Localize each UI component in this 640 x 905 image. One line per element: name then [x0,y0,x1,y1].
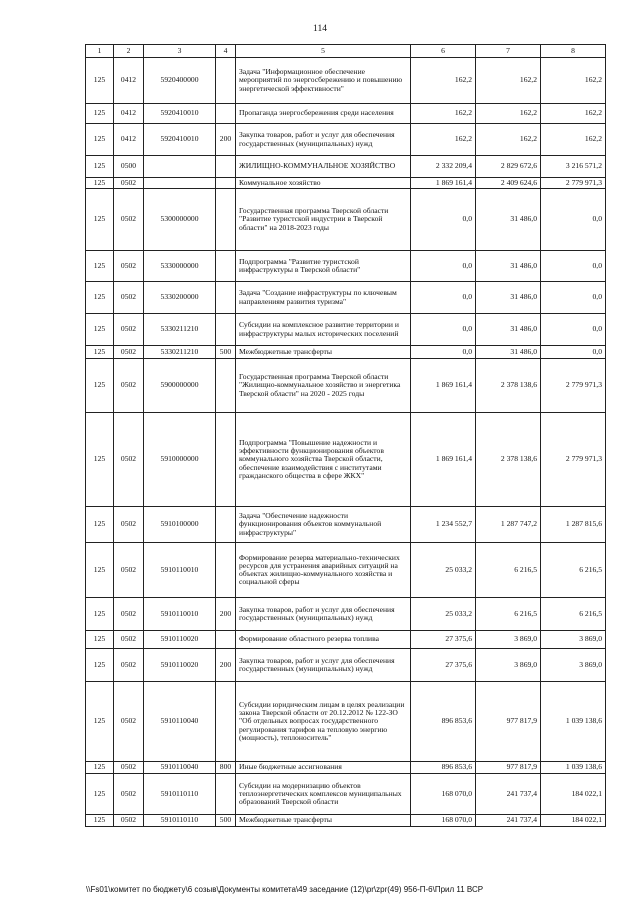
cell-c2: 0502 [114,774,144,815]
cell-c4: 500 [216,815,236,827]
cell-c7: 6 216,5 [476,598,541,631]
cell-c4 [216,543,236,598]
column-header: 1 [86,45,114,58]
table-row [86,598,606,631]
cell-c1: 125 [86,104,114,124]
column-header: 8 [541,45,606,58]
cell-c6: 168 070,0 [411,815,476,827]
cell-c4: 500 [216,346,236,359]
cell-c8: 0,0 [541,251,606,282]
cell-c6: 0,0 [411,251,476,282]
cell-c8: 0,0 [541,282,606,314]
cell-c4 [216,359,236,413]
cell-c4: 200 [216,124,236,156]
cell-c8: 162,2 [541,104,606,124]
cell-c2: 0502 [114,282,144,314]
cell-c5: ЖИЛИЩНО-КОММУНАЛЬНОЕ ХОЗЯЙСТВО [236,156,411,178]
cell-c3: 5330000000 [144,251,216,282]
column-header: 4 [216,45,236,58]
cell-c8: 3 869,0 [541,631,606,649]
cell-c8: 6 216,5 [541,598,606,631]
cell-c3: 5330200000 [144,282,216,314]
cell-c6: 27 375,6 [411,649,476,682]
cell-c8: 2 779 971,3 [541,413,606,507]
cell-c1: 125 [86,282,114,314]
cell-c6: 0,0 [411,346,476,359]
cell-c7: 977 817,9 [476,682,541,762]
cell-c7: 2 829 672,6 [476,156,541,178]
cell-c7: 162,2 [476,58,541,104]
cell-c3: 5920410010 [144,124,216,156]
cell-c1: 125 [86,346,114,359]
cell-c2: 0502 [114,359,144,413]
cell-c7: 31 486,0 [476,282,541,314]
cell-c5: Межбюджетные трансферты [236,815,411,827]
cell-c3 [144,156,216,178]
column-header: 6 [411,45,476,58]
cell-c8: 184 022,1 [541,774,606,815]
cell-c4 [216,178,236,189]
table-row [86,346,606,359]
cell-c2: 0502 [114,649,144,682]
cell-c4 [216,631,236,649]
cell-c8: 2 779 971,3 [541,359,606,413]
cell-c6: 162,2 [411,58,476,104]
table-row [86,178,606,189]
table-row [86,282,606,314]
cell-c4: 800 [216,762,236,774]
cell-c4 [216,189,236,251]
cell-c6: 1 869 161,4 [411,413,476,507]
cell-c5: Государственная программа Тверской области "Жилищно-коммунальное хозяйство и энергетика Тверской области" на 2020 - 2025 годы [236,359,411,413]
cell-c7: 241 737,4 [476,815,541,827]
cell-c3: 5910100000 [144,507,216,543]
table-body [86,58,606,827]
cell-c4 [216,58,236,104]
cell-c5: Задача "Информационное обеспечение мероприятий по энергосбережению и повышению энергетической эффективности" [236,58,411,104]
cell-c7: 162,2 [476,104,541,124]
header-row [86,45,606,58]
cell-c7: 31 486,0 [476,314,541,346]
cell-c7: 1 287 747,2 [476,507,541,543]
cell-c1: 125 [86,543,114,598]
cell-c4: 200 [216,598,236,631]
cell-c2: 0502 [114,682,144,762]
cell-c1: 125 [86,58,114,104]
cell-c6: 25 033,2 [411,598,476,631]
cell-c3: 5920410010 [144,104,216,124]
cell-c4 [216,104,236,124]
cell-c2: 0502 [114,598,144,631]
cell-c4 [216,314,236,346]
cell-c4 [216,413,236,507]
page-number: 114 [313,24,327,34]
cell-c4 [216,682,236,762]
cell-c3: 5910000000 [144,413,216,507]
cell-c6: 0,0 [411,189,476,251]
cell-c1: 125 [86,359,114,413]
cell-c3: 5910110040 [144,762,216,774]
cell-c1: 125 [86,507,114,543]
column-header: 3 [144,45,216,58]
cell-c6: 1 869 161,4 [411,359,476,413]
cell-c1: 125 [86,413,114,507]
cell-c6: 0,0 [411,282,476,314]
cell-c2: 0502 [114,346,144,359]
cell-c2: 0412 [114,104,144,124]
cell-c6: 1 234 552,7 [411,507,476,543]
cell-c6: 25 033,2 [411,543,476,598]
cell-c6: 896 853,6 [411,682,476,762]
table-row [86,815,606,827]
cell-c2: 0412 [114,124,144,156]
table-row [86,359,606,413]
cell-c5: Субсидии юридическим лицам в целях реализации закона Тверской области от 20.12.2012 № 122-ЗО "Об отдельных вопросах государственного регулирования тарифов на тепловую энергию (мощность), теплоноситель" [236,682,411,762]
cell-c2: 0502 [114,314,144,346]
cell-c3: 5910110110 [144,774,216,815]
cell-c7: 3 869,0 [476,631,541,649]
cell-c3: 5910110110 [144,815,216,827]
cell-c8: 3 216 571,2 [541,156,606,178]
cell-c5: Субсидии на комплексное развитие территории и инфраструктуры малых исторических поселений [236,314,411,346]
cell-c5: Задача "Создание инфраструктуры по ключевым направлениям развития туризма" [236,282,411,314]
table-row [86,189,606,251]
cell-c5: Формирование областного резерва топлива [236,631,411,649]
cell-c1: 125 [86,178,114,189]
cell-c8: 0,0 [541,346,606,359]
cell-c7: 162,2 [476,124,541,156]
cell-c8: 1 039 138,6 [541,682,606,762]
cell-c2: 0502 [114,189,144,251]
table-row [86,543,606,598]
cell-c1: 125 [86,682,114,762]
cell-c3: 5910110040 [144,682,216,762]
cell-c5: Пропаганда энергосбережения среди населения [236,104,411,124]
cell-c8: 1 287 815,6 [541,507,606,543]
cell-c7: 2 378 138,6 [476,413,541,507]
cell-c4 [216,156,236,178]
cell-c1: 125 [86,124,114,156]
cell-c2: 0502 [114,631,144,649]
cell-c3: 5910110020 [144,649,216,682]
cell-c6: 168 070,0 [411,774,476,815]
cell-c2: 0412 [114,58,144,104]
cell-c8: 184 022,1 [541,815,606,827]
cell-c1: 125 [86,815,114,827]
cell-c6: 0,0 [411,314,476,346]
column-header: 7 [476,45,541,58]
cell-c4 [216,251,236,282]
cell-c5: Субсидии на модернизацию объектов теплоэнергетических комплексов муниципальных образований Тверской области [236,774,411,815]
cell-c5: Закупка товаров, работ и услуг для обеспечения государственных (муниципальных) нужд [236,649,411,682]
cell-c2: 0502 [114,815,144,827]
cell-c1: 125 [86,762,114,774]
table-row [86,314,606,346]
cell-c7: 2 409 624,6 [476,178,541,189]
cell-c1: 125 [86,156,114,178]
cell-c2: 0500 [114,156,144,178]
cell-c1: 125 [86,189,114,251]
cell-c1: 125 [86,251,114,282]
cell-c4 [216,774,236,815]
cell-c3: 5330211210 [144,314,216,346]
cell-c8: 1 039 138,6 [541,762,606,774]
cell-c1: 125 [86,598,114,631]
table-row [86,631,606,649]
cell-c1: 125 [86,774,114,815]
cell-c7: 241 737,4 [476,774,541,815]
cell-c3: 5910110020 [144,631,216,649]
cell-c5: Формирование резерва материально-технических ресурсов для устранения аварийных ситуаций на объектах жилищно-коммунального хозяйства и социальной сферы [236,543,411,598]
cell-c2: 0502 [114,507,144,543]
cell-c3: 5910110010 [144,598,216,631]
table-row [86,58,606,104]
cell-c5: Иные бюджетные ассигнования [236,762,411,774]
cell-c6: 1 869 161,4 [411,178,476,189]
cell-c5: Межбюджетные трансферты [236,346,411,359]
cell-c8: 0,0 [541,314,606,346]
cell-c5: Государственная программа Тверской области "Развитие туристской индустрии в Тверской области" на 2018-2023 годы [236,189,411,251]
cell-c8: 3 869,0 [541,649,606,682]
table-row [86,124,606,156]
table-row [86,104,606,124]
cell-c3: 5900000000 [144,359,216,413]
table-row [86,774,606,815]
table-row [86,413,606,507]
cell-c6: 27 375,6 [411,631,476,649]
cell-c8: 162,2 [541,124,606,156]
cell-c8: 162,2 [541,58,606,104]
cell-c5: Подпрограмма "Повышение надежности и эффективности функционирования объектов коммунального хозяйства Тверской области, обеспечение взаимодействия с институтами гражданского общества в сфере ЖКХ" [236,413,411,507]
cell-c1: 125 [86,631,114,649]
cell-c6: 2 332 209,4 [411,156,476,178]
cell-c8: 0,0 [541,189,606,251]
budget-table [85,44,606,827]
cell-c3: 5920400000 [144,58,216,104]
column-header: 5 [236,45,411,58]
cell-c7: 6 216,5 [476,543,541,598]
cell-c5: Подпрограмма "Развитие туристской инфраструктуры в Тверской области" [236,251,411,282]
cell-c1: 125 [86,314,114,346]
cell-c7: 31 486,0 [476,251,541,282]
cell-c6: 896 853,6 [411,762,476,774]
table-row [86,682,606,762]
cell-c7: 2 378 138,6 [476,359,541,413]
cell-c6: 162,2 [411,104,476,124]
table-row [86,649,606,682]
cell-c7: 3 869,0 [476,649,541,682]
cell-c4 [216,507,236,543]
cell-c4 [216,282,236,314]
table-row [86,762,606,774]
cell-c5: Закупка товаров, работ и услуг для обеспечения государственных (муниципальных) нужд [236,598,411,631]
file-path-footer: \\Fs01\комитет по бюджету\6 созыв\Документы комитета\49 заседание (12)\pr\zpr(49) 956-П-6\Прил 11 ВСР [86,885,484,894]
cell-c3: 5300000000 [144,189,216,251]
cell-c2: 0502 [114,178,144,189]
cell-c1: 125 [86,649,114,682]
cell-c3 [144,178,216,189]
cell-c7: 31 486,0 [476,346,541,359]
cell-c5: Коммунальное хозяйство [236,178,411,189]
table-row [86,156,606,178]
cell-c3: 5330211210 [144,346,216,359]
cell-c4: 200 [216,649,236,682]
cell-c7: 31 486,0 [476,189,541,251]
table-row [86,507,606,543]
cell-c3: 5910110010 [144,543,216,598]
cell-c2: 0502 [114,762,144,774]
cell-c8: 6 216,5 [541,543,606,598]
column-header: 2 [114,45,144,58]
cell-c2: 0502 [114,251,144,282]
cell-c5: Задача "Обеспечение надежности функционирования объектов коммунальной инфраструктуры" [236,507,411,543]
cell-c2: 0502 [114,543,144,598]
cell-c6: 162,2 [411,124,476,156]
table-row [86,251,606,282]
cell-c2: 0502 [114,413,144,507]
cell-c8: 2 779 971,3 [541,178,606,189]
cell-c7: 977 817,9 [476,762,541,774]
cell-c5: Закупка товаров, работ и услуг для обеспечения государственных (муниципальных) нужд [236,124,411,156]
